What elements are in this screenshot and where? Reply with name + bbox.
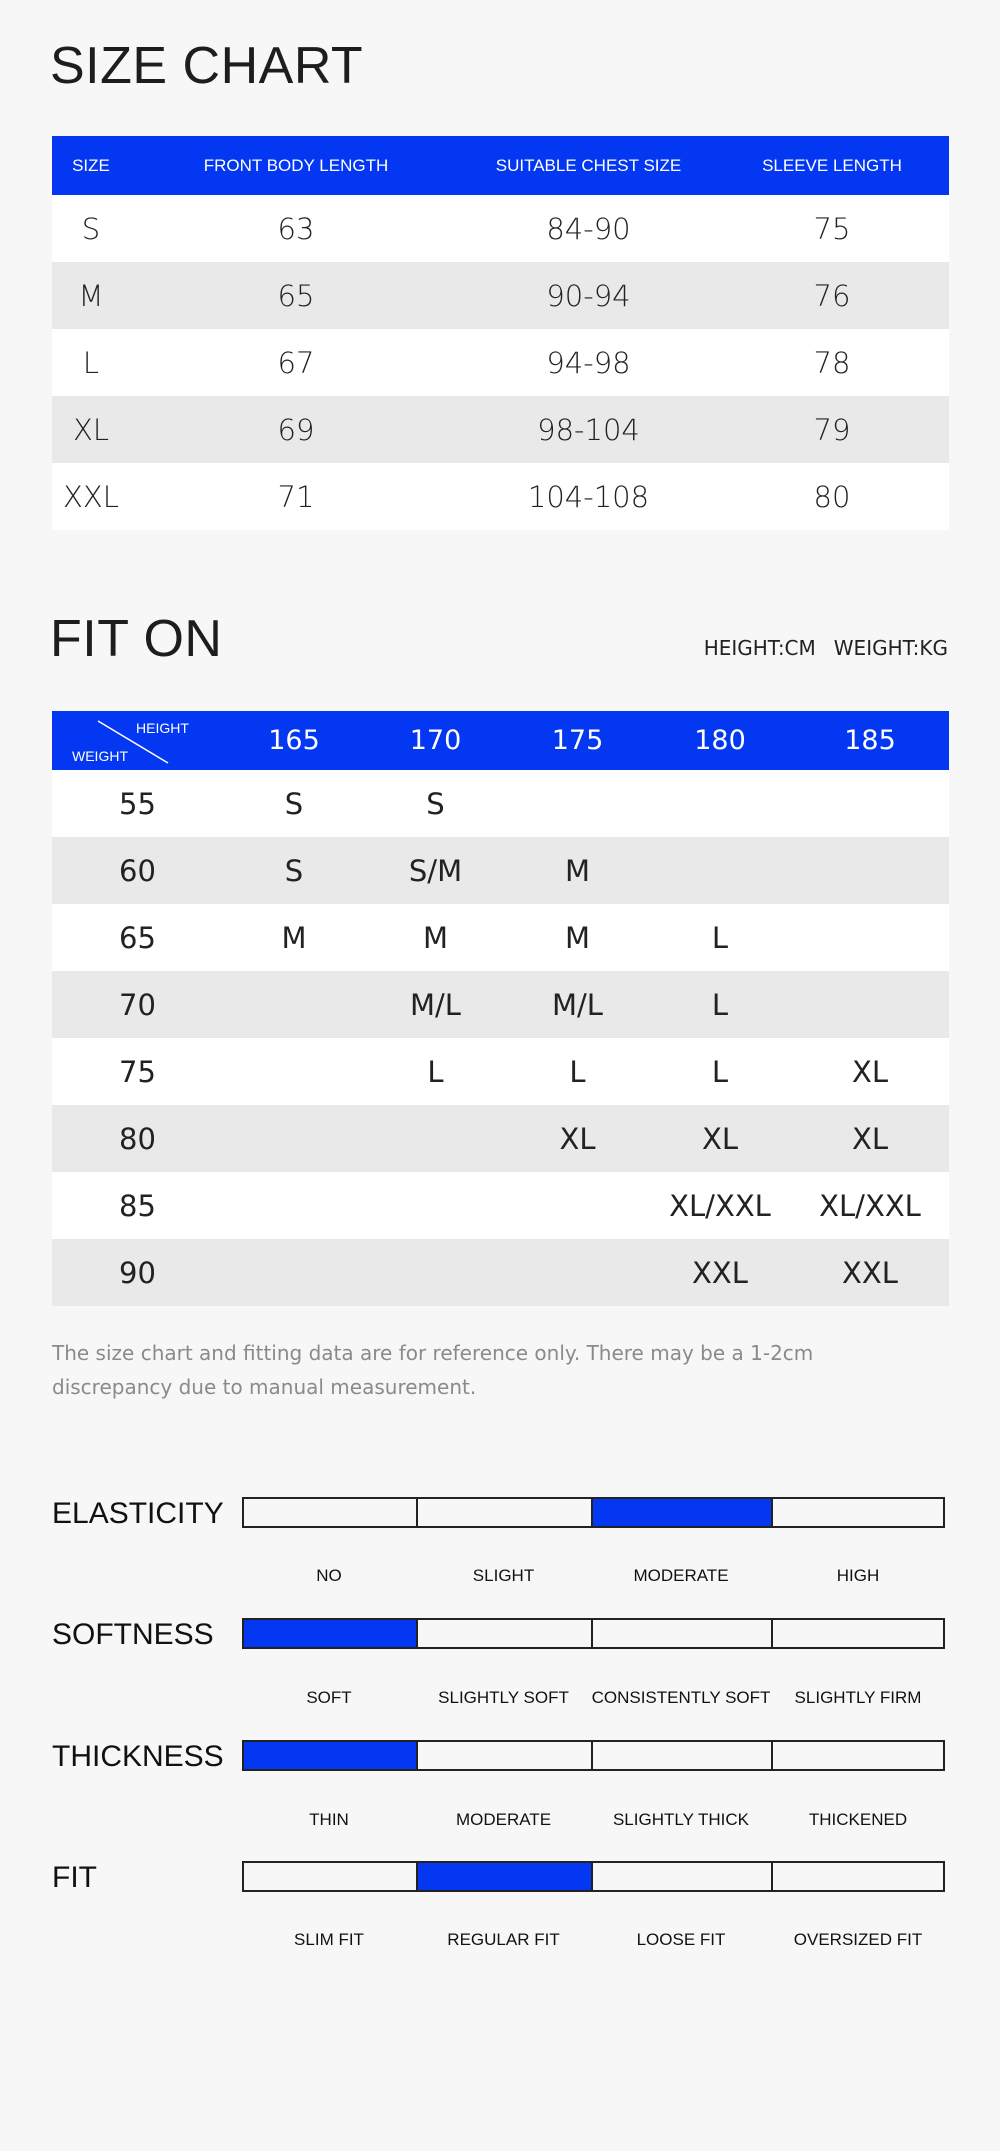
fit-size-cell [791,770,949,837]
weight-unit: WEIGHT:KG [833,636,948,660]
fit-size-cell [223,971,365,1038]
weight-cell: 80 [52,1105,223,1172]
size-cell: L [52,329,130,396]
body-length-cell: 67 [130,329,462,396]
weight-cell: 90 [52,1239,223,1306]
scale-segment-selected [244,1742,418,1769]
scale-option-label: SLIGHTLY SOFT [438,1688,569,1707]
fit-size-cell [649,837,791,904]
scale-option-label: REGULAR FIT [447,1930,560,1949]
table-row [52,396,949,463]
thickness-label: THICKNESS [52,1740,224,1773]
weight-cell: 70 [52,971,223,1038]
chest-size-cell: 90-94 [462,262,715,329]
weight-height-corner [52,711,223,770]
fit-size-cell: XL [791,1038,949,1105]
scale-option-label: SLIM FIT [294,1930,364,1949]
table-row [52,971,949,1038]
scale-segment [418,1620,593,1647]
scale-segment [773,1742,943,1769]
fit-label: FIT [52,1861,97,1894]
chest-size-header: SUITABLE CHEST SIZE [462,136,715,195]
sleeve-length-cell: 76 [715,262,949,329]
scale-option-label: MODERATE [633,1566,729,1585]
fit-size-cell: XL/XXL [791,1172,949,1239]
body-length-cell: 65 [130,262,462,329]
fit-size-cell: M [506,837,649,904]
scale-segment [593,1742,773,1769]
size-header: SIZE [52,136,130,195]
front-body-length-header: FRONT BODY LENGTH [130,136,462,195]
fit-size-cell: L [649,1038,791,1105]
fit-scale [242,1861,945,1892]
corner-height-label: HEIGHT [136,720,189,736]
thickness-options [242,1810,945,1830]
scale-option-label: SOFT [306,1688,352,1707]
scale-option-label: THICKENED [808,1810,908,1829]
units-legend [704,636,948,660]
fit-size-cell [506,1239,649,1306]
scale-option-label: CONSISTENTLY SOFT [591,1688,771,1707]
scale-option-label: SLIGHTLY THICK [612,1810,750,1829]
chest-size-cell: 94-98 [462,329,715,396]
scale-option-label: MODERATE [455,1810,552,1829]
table-row [52,1105,949,1172]
fit-size-cell [791,904,949,971]
table-row [52,329,949,396]
scale-segment [773,1863,943,1890]
fit-size-cell [649,770,791,837]
fit-size-cell [506,1172,649,1239]
fit-options [242,1930,945,1950]
scale-option-label: SLIGHTLY FIRM [794,1688,922,1707]
fit-size-cell: S/M [365,837,506,904]
height-header: 185 [791,711,949,770]
fit-size-cell: L [649,971,791,1038]
fit-size-cell [223,1172,365,1239]
chest-size-cell: 98-104 [462,396,715,463]
fit-size-cell: L [649,904,791,971]
scale-segment [244,1499,418,1526]
height-header: 175 [506,711,649,770]
fit-size-cell: L [506,1038,649,1105]
fit-size-cell: XXL [649,1239,791,1306]
size-cell: M [52,262,130,329]
elasticity-label: ELASTICITY [52,1497,224,1530]
fit-size-cell: S [223,770,365,837]
body-length-cell: 71 [130,463,462,530]
softness-options [242,1688,945,1708]
fit-size-cell [223,1038,365,1105]
height-header: 170 [365,711,506,770]
table-row [52,770,949,837]
scale-segment-selected [418,1863,593,1890]
corner-weight-label: WEIGHT [72,748,128,764]
fit-size-cell: M [365,904,506,971]
size-cell: XL [52,396,130,463]
fit-size-cell [365,1239,506,1306]
sleeve-length-cell: 75 [715,195,949,262]
weight-cell: 65 [52,904,223,971]
scale-option-label: LOOSE FIT [636,1930,726,1949]
scale-option-label: SLIGHT [472,1566,535,1585]
scale-segment [773,1620,943,1647]
elasticity-options [242,1566,945,1586]
scale-segment-selected [593,1499,773,1526]
fit-header-row [52,711,949,770]
fit-size-cell: M [506,904,649,971]
table-row [52,837,949,904]
fit-size-cell: S [223,837,365,904]
disclaimer-note: The size chart and fitting data are for reference only. There may be a 1-2cm discrepancy due to manual measurement. [52,1341,814,1399]
sleeve-length-cell: 79 [715,396,949,463]
softness-label: SOFTNESS [52,1618,214,1651]
scale-segment [244,1863,418,1890]
sleeve-length-header: SLEEVE LENGTH [715,136,949,195]
table-row [52,195,949,262]
fit-size-cell: M/L [506,971,649,1038]
size-chart-table [52,136,949,530]
fit-size-cell: XL [649,1105,791,1172]
weight-cell: 55 [52,770,223,837]
chest-size-cell: 104-108 [462,463,715,530]
fit-on-table [52,711,949,1306]
fit-size-cell: L [365,1038,506,1105]
scale-segment [418,1499,593,1526]
weight-cell: 85 [52,1172,223,1239]
fit-size-cell [506,770,649,837]
elasticity-scale [242,1497,945,1528]
fit-size-cell [223,1105,365,1172]
fit-size-cell: XL/XXL [649,1172,791,1239]
scale-segment-selected [244,1620,418,1647]
fit-size-cell [365,1172,506,1239]
scale-segment [593,1863,773,1890]
size-chart-header-row [52,136,949,195]
size-chart-title: SIZE CHART [50,37,364,95]
weight-cell: 75 [52,1038,223,1105]
height-header: 165 [223,711,365,770]
fit-size-cell [791,837,949,904]
weight-cell: 60 [52,837,223,904]
fit-size-cell: XL [506,1105,649,1172]
table-row [52,1038,949,1105]
scale-segment [593,1620,773,1647]
table-row [52,463,949,530]
table-row [52,1172,949,1239]
fit-on-title: FIT ON [50,610,223,668]
scale-segment [418,1742,593,1769]
scale-option-label: NO [316,1566,342,1585]
table-row [52,262,949,329]
table-row [52,1239,949,1306]
table-row [52,904,949,971]
softness-scale [242,1618,945,1649]
fit-size-cell: M [223,904,365,971]
scale-option-label: THIN [309,1810,349,1829]
sleeve-length-cell: 78 [715,329,949,396]
chest-size-cell: 84-90 [462,195,715,262]
fit-size-cell: M/L [365,971,506,1038]
height-header: 180 [649,711,791,770]
thickness-scale [242,1740,945,1771]
size-cell: S [52,195,130,262]
fit-size-cell: S [365,770,506,837]
scale-option-label: HIGH [836,1566,880,1585]
sleeve-length-cell: 80 [715,463,949,530]
fit-size-cell [365,1105,506,1172]
fit-size-cell: XXL [791,1239,949,1306]
fit-size-cell [223,1239,365,1306]
body-length-cell: 69 [130,396,462,463]
height-unit: HEIGHT:CM [703,636,816,660]
fit-size-cell: XL [791,1105,949,1172]
scale-option-label: OVERSIZED FIT [793,1930,923,1949]
body-length-cell: 63 [130,195,462,262]
fit-size-cell [791,971,949,1038]
scale-segment [773,1499,943,1526]
size-cell: XXL [52,463,130,530]
